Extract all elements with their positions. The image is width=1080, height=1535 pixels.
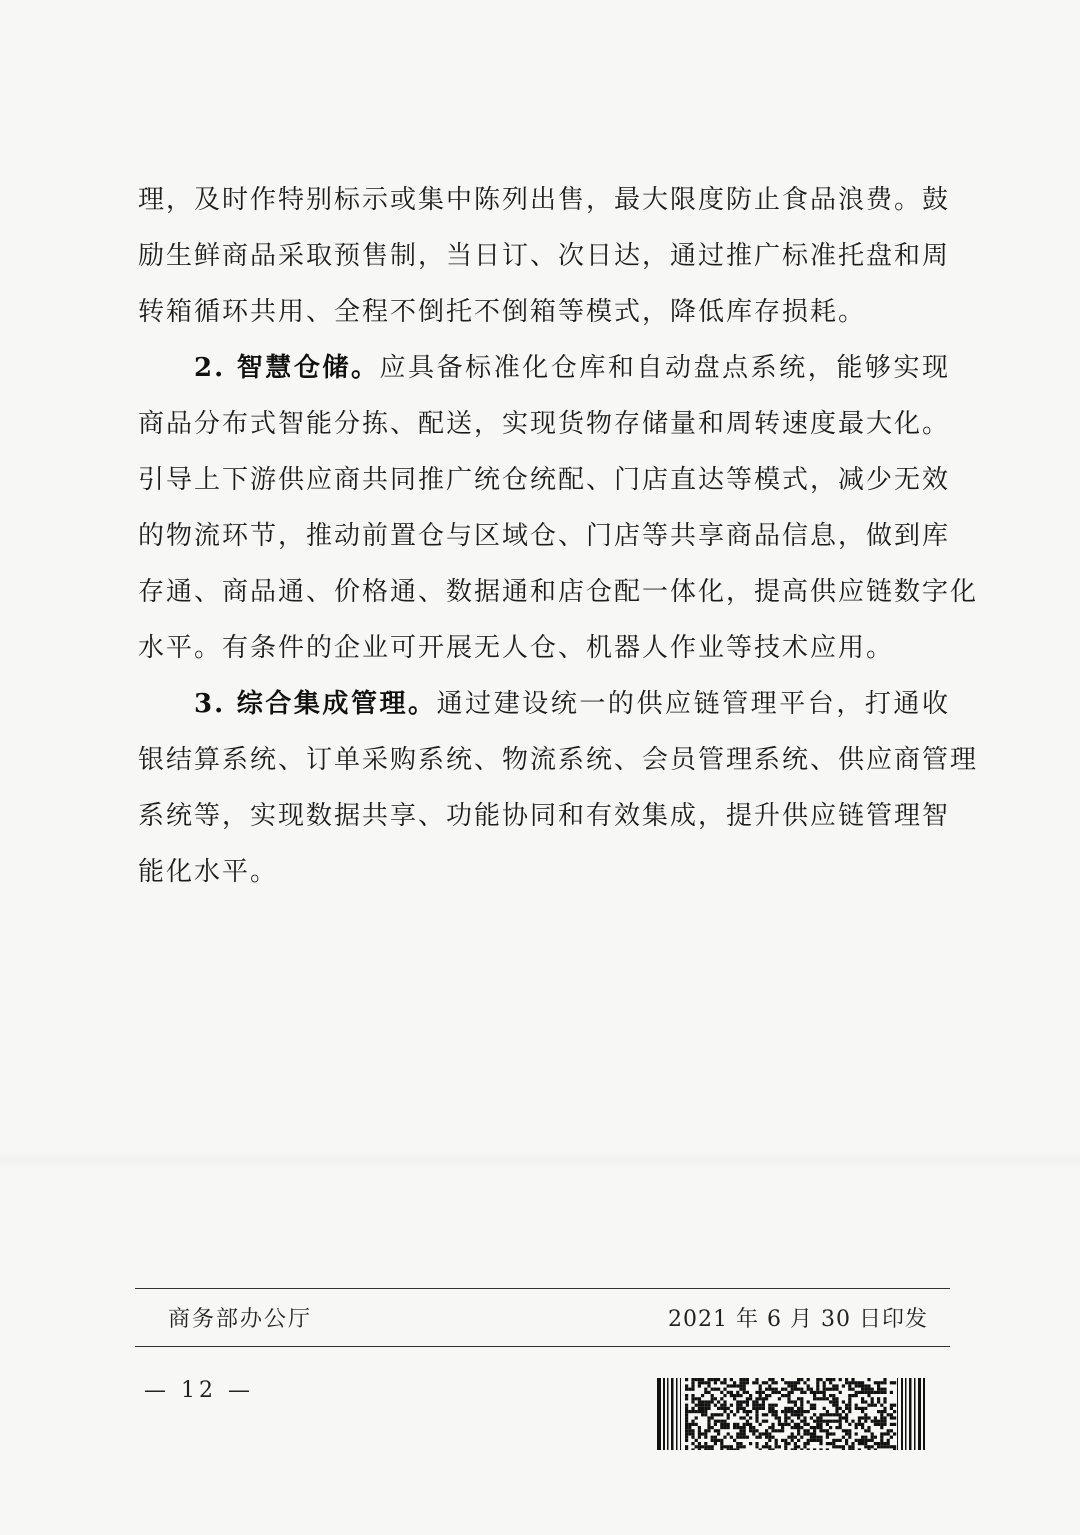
paragraph-2-line-4: 的物流环节，推动前置仓与区域仓、门店等共享商品信息，做到库: [138, 521, 951, 551]
paragraph-2-line-2: 商品分布式智能分拣、配送，实现货物存储量和周转速度最大化。: [138, 409, 951, 439]
barcode-icon: [657, 1378, 925, 1450]
footer-issuer: 商务部办公厅: [168, 1307, 313, 1332]
paragraph-2-heading: 2. 智慧仓储。: [194, 353, 380, 383]
paragraph-1-line-3: 转箱循环共用、全程不倒托不倒箱等模式，降低库存损耗。: [138, 297, 867, 327]
footer-print-date: 2021 年 6 月 30 日印发: [668, 1307, 928, 1332]
page-number: — 12 —: [144, 1378, 254, 1403]
paragraph-2-first-line-rest: 应具备标准化仓库和自动盘点系统，能够实现: [379, 353, 950, 383]
paragraph-2-line-5: 存通、商品通、价格通、数据通和店仓配一体化，提高供应链数字化: [138, 577, 979, 607]
paragraph-3-first-line-rest: 通过建设统一的供应链管理平台，打通收: [436, 689, 950, 719]
scan-shade: [0, 1150, 1080, 1170]
paragraph-3-line-1: [138, 676, 950, 732]
paragraph-3-line-3: 系统等，实现数据共享、功能协同和有效集成，提升供应链管理智: [138, 801, 951, 831]
paragraph-1-line-1: 理，及时作特别标示或集中陈列出售，最大限度防止食品浪费。鼓: [138, 185, 951, 215]
body-text: [138, 172, 979, 900]
paragraph-2-line-6: 水平。有条件的企业可开展无人仓、机器人作业等技术应用。: [138, 633, 895, 663]
paragraph-2-line-3: 引导上下游供应商共同推广统仓统配、门店直达等模式，减少无效: [138, 465, 951, 495]
paragraph-1-line-2: 励生鲜商品采取预售制，当日订、次日达，通过推广标准托盘和周: [138, 241, 951, 271]
footer-bottom-rule: [135, 1346, 950, 1347]
paragraph-3-line-2: 银结算系统、订单采购系统、物流系统、会员管理系统、供应商管理: [138, 745, 979, 775]
paragraph-2-line-1: [138, 340, 950, 396]
footer-top-rule: [135, 1288, 950, 1289]
paragraph-3-heading: 3. 综合集成管理。: [194, 689, 437, 719]
paragraph-3-line-4: 能化水平。: [138, 857, 279, 887]
